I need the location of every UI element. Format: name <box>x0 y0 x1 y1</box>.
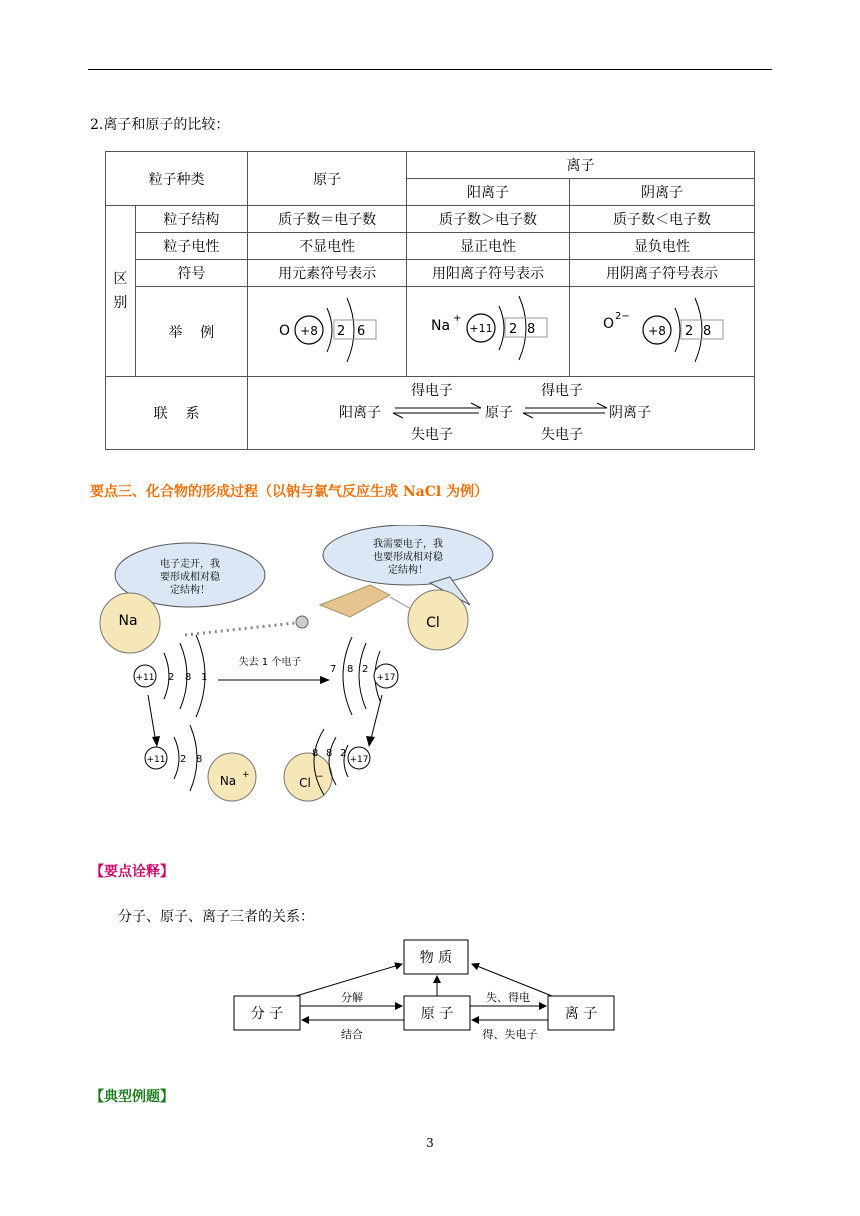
nucleus-charge: +8 <box>648 323 666 338</box>
section-heading-compound: 要点三、化合物的形成过程（以钠与氯气反应生成 NaCl 为例） <box>90 484 489 500</box>
cell-atom: 用元素符号表示 <box>248 260 407 287</box>
side-label-text: 区别 <box>113 271 128 311</box>
row-label: 粒子结构 <box>135 206 247 233</box>
na-ion-charge: + <box>242 770 250 780</box>
row-label-relation: 联 系 <box>106 377 248 450</box>
example-anion <box>570 287 755 377</box>
ion-symbol: Na <box>431 317 451 334</box>
relation-atom: 原子 <box>485 405 514 421</box>
na-atom-nucleus-charge: +11 <box>135 673 155 683</box>
header-atom: 原子 <box>248 152 407 206</box>
label-lose-gain: 失、得电 <box>486 991 530 1004</box>
atom-symbol: O <box>279 322 291 339</box>
relation-cation: 阳离子 <box>339 405 382 421</box>
arrow-head <box>366 736 375 747</box>
shell-arc <box>675 308 680 352</box>
bubble-cl-line: 定结构！ <box>388 565 428 576</box>
header-ion: 离子 <box>407 152 755 179</box>
na-character-label: Na <box>118 613 138 629</box>
na-atom-shell: 8 <box>185 672 192 683</box>
shell-electrons: 6 <box>357 323 366 339</box>
cl-atom-shell: 2 <box>362 664 369 675</box>
cl-atom-shell: 7 <box>330 664 337 675</box>
bubble-cl-line: 也要形成相对稳 <box>373 552 443 563</box>
shell-arc <box>499 306 504 350</box>
electron-trail <box>185 623 295 635</box>
relation-lose-right: 失电子 <box>541 427 584 443</box>
na-atom-shell: 2 <box>168 672 175 683</box>
header-anion: 阴离子 <box>570 179 755 206</box>
na-ion-label: Na <box>219 774 237 788</box>
header-particle-type: 粒子种类 <box>106 152 248 206</box>
ion-symbol: O <box>603 315 615 332</box>
shell-electrons: 8 <box>703 323 712 339</box>
box-atom-label: 原 子 <box>420 1006 454 1022</box>
arrow-head <box>152 736 160 747</box>
relation-lose-left: 失电子 <box>411 427 454 443</box>
relation-gain-right: 得电子 <box>541 383 584 399</box>
cell-cation: 显正电性 <box>407 233 570 260</box>
cell-anion: 用阴离子符号表示 <box>570 260 755 287</box>
ion-atom-relation-diagram <box>251 377 751 445</box>
example-cation <box>407 287 570 377</box>
molecule-atom-ion-diagram <box>230 938 620 1048</box>
shell-electrons: 2 <box>509 321 518 337</box>
bubble-na-line: 电子走开，我 <box>160 559 220 570</box>
section-heading-comparison: 2.离子和原子的比较： <box>90 117 230 133</box>
cl-ion-shell: 8 <box>312 748 319 759</box>
cl-ion-nucleus-charge: +17 <box>349 755 369 765</box>
row-label: 符号 <box>135 260 247 287</box>
arrow-head <box>471 403 481 408</box>
cell-cation: 用阳离子符号表示 <box>407 260 570 287</box>
example-atom <box>248 287 407 377</box>
box-molecule-label: 分 子 <box>250 1006 284 1022</box>
nucleus-charge: +11 <box>469 321 493 335</box>
label-decompose: 分解 <box>341 991 363 1004</box>
row-label-example: 举 例 <box>135 287 247 377</box>
relation-gain-left: 得电子 <box>411 383 454 399</box>
na-down-arrow <box>148 695 156 743</box>
bubble-na-line: 定结构！ <box>170 585 210 596</box>
electron-icon <box>296 616 308 628</box>
na-ion-shell: 8 <box>196 754 203 765</box>
label-gain-lose: 得、失电子 <box>482 1028 538 1041</box>
relation-intro: 分子、原子、离子三者的关系： <box>118 909 314 925</box>
shell-arc <box>695 298 702 362</box>
header-rule <box>88 69 772 70</box>
cl-atom-nucleus-charge: +17 <box>376 673 396 683</box>
cl-ion-label: Cl <box>299 776 311 790</box>
cell-anion: 质子数＜电子数 <box>570 206 755 233</box>
arrow-head <box>393 413 403 418</box>
sodium-ion-diagram <box>423 290 553 370</box>
cl-ion-shell: 2 <box>340 748 347 759</box>
box-ion-label: 离 子 <box>564 1006 598 1022</box>
ion-atom-comparison-table <box>105 151 755 450</box>
bubble-cl-line: 我需要电子，我 <box>373 539 443 550</box>
na-atom-shell: 1 <box>201 672 208 683</box>
cl-character-label: Cl <box>426 615 440 631</box>
arrow-head <box>320 676 330 684</box>
shell-arc <box>347 298 354 362</box>
oxygen-atom-diagram <box>267 290 387 370</box>
oxide-ion-diagram <box>597 290 727 370</box>
section-heading-examples: 【典型例题】 <box>90 1089 174 1105</box>
cell-atom: 质子数＝电子数 <box>248 206 407 233</box>
shell-arc <box>519 296 526 360</box>
box-matter-label: 物 质 <box>419 950 453 966</box>
bubble-na-line: 要形成相对稳 <box>160 572 220 583</box>
nucleus-charge: +8 <box>300 323 318 338</box>
lose-one-electron-label: 失去 1 个电子 <box>238 657 302 668</box>
ion-charge: + <box>453 312 462 324</box>
relation-anion: 阴离子 <box>609 405 652 421</box>
header-cation: 阳离子 <box>407 179 570 206</box>
na-ion-shell: 2 <box>180 754 187 765</box>
cl-down-arrow <box>370 695 382 743</box>
shell-electrons: 8 <box>527 321 536 337</box>
ion-charge: 2− <box>615 310 630 322</box>
section-heading-explain: 【要点诠释】 <box>90 864 174 880</box>
na-ion-nucleus-charge: +11 <box>146 755 166 765</box>
row-label: 粒子电性 <box>135 233 247 260</box>
page-number: 3 <box>426 1136 434 1150</box>
cl-ion-charge: − <box>316 772 324 782</box>
label-combine: 结合 <box>341 1028 363 1041</box>
cl-ion-shell: 8 <box>326 748 333 759</box>
shell-electrons: 2 <box>337 323 346 339</box>
side-label-difference <box>106 206 136 377</box>
arrow-head <box>523 413 533 418</box>
cell-cation: 质子数＞电子数 <box>407 206 570 233</box>
nacl-formation-illustration <box>90 525 530 825</box>
cl-atom-shell: 8 <box>347 664 354 675</box>
relation-cell <box>248 377 755 450</box>
shell-arc <box>327 308 332 352</box>
shell-electrons: 2 <box>685 323 694 339</box>
arrow-head <box>597 403 607 408</box>
net-icon <box>320 585 390 617</box>
cell-anion: 显负电性 <box>570 233 755 260</box>
cell-atom: 不显电性 <box>248 233 407 260</box>
